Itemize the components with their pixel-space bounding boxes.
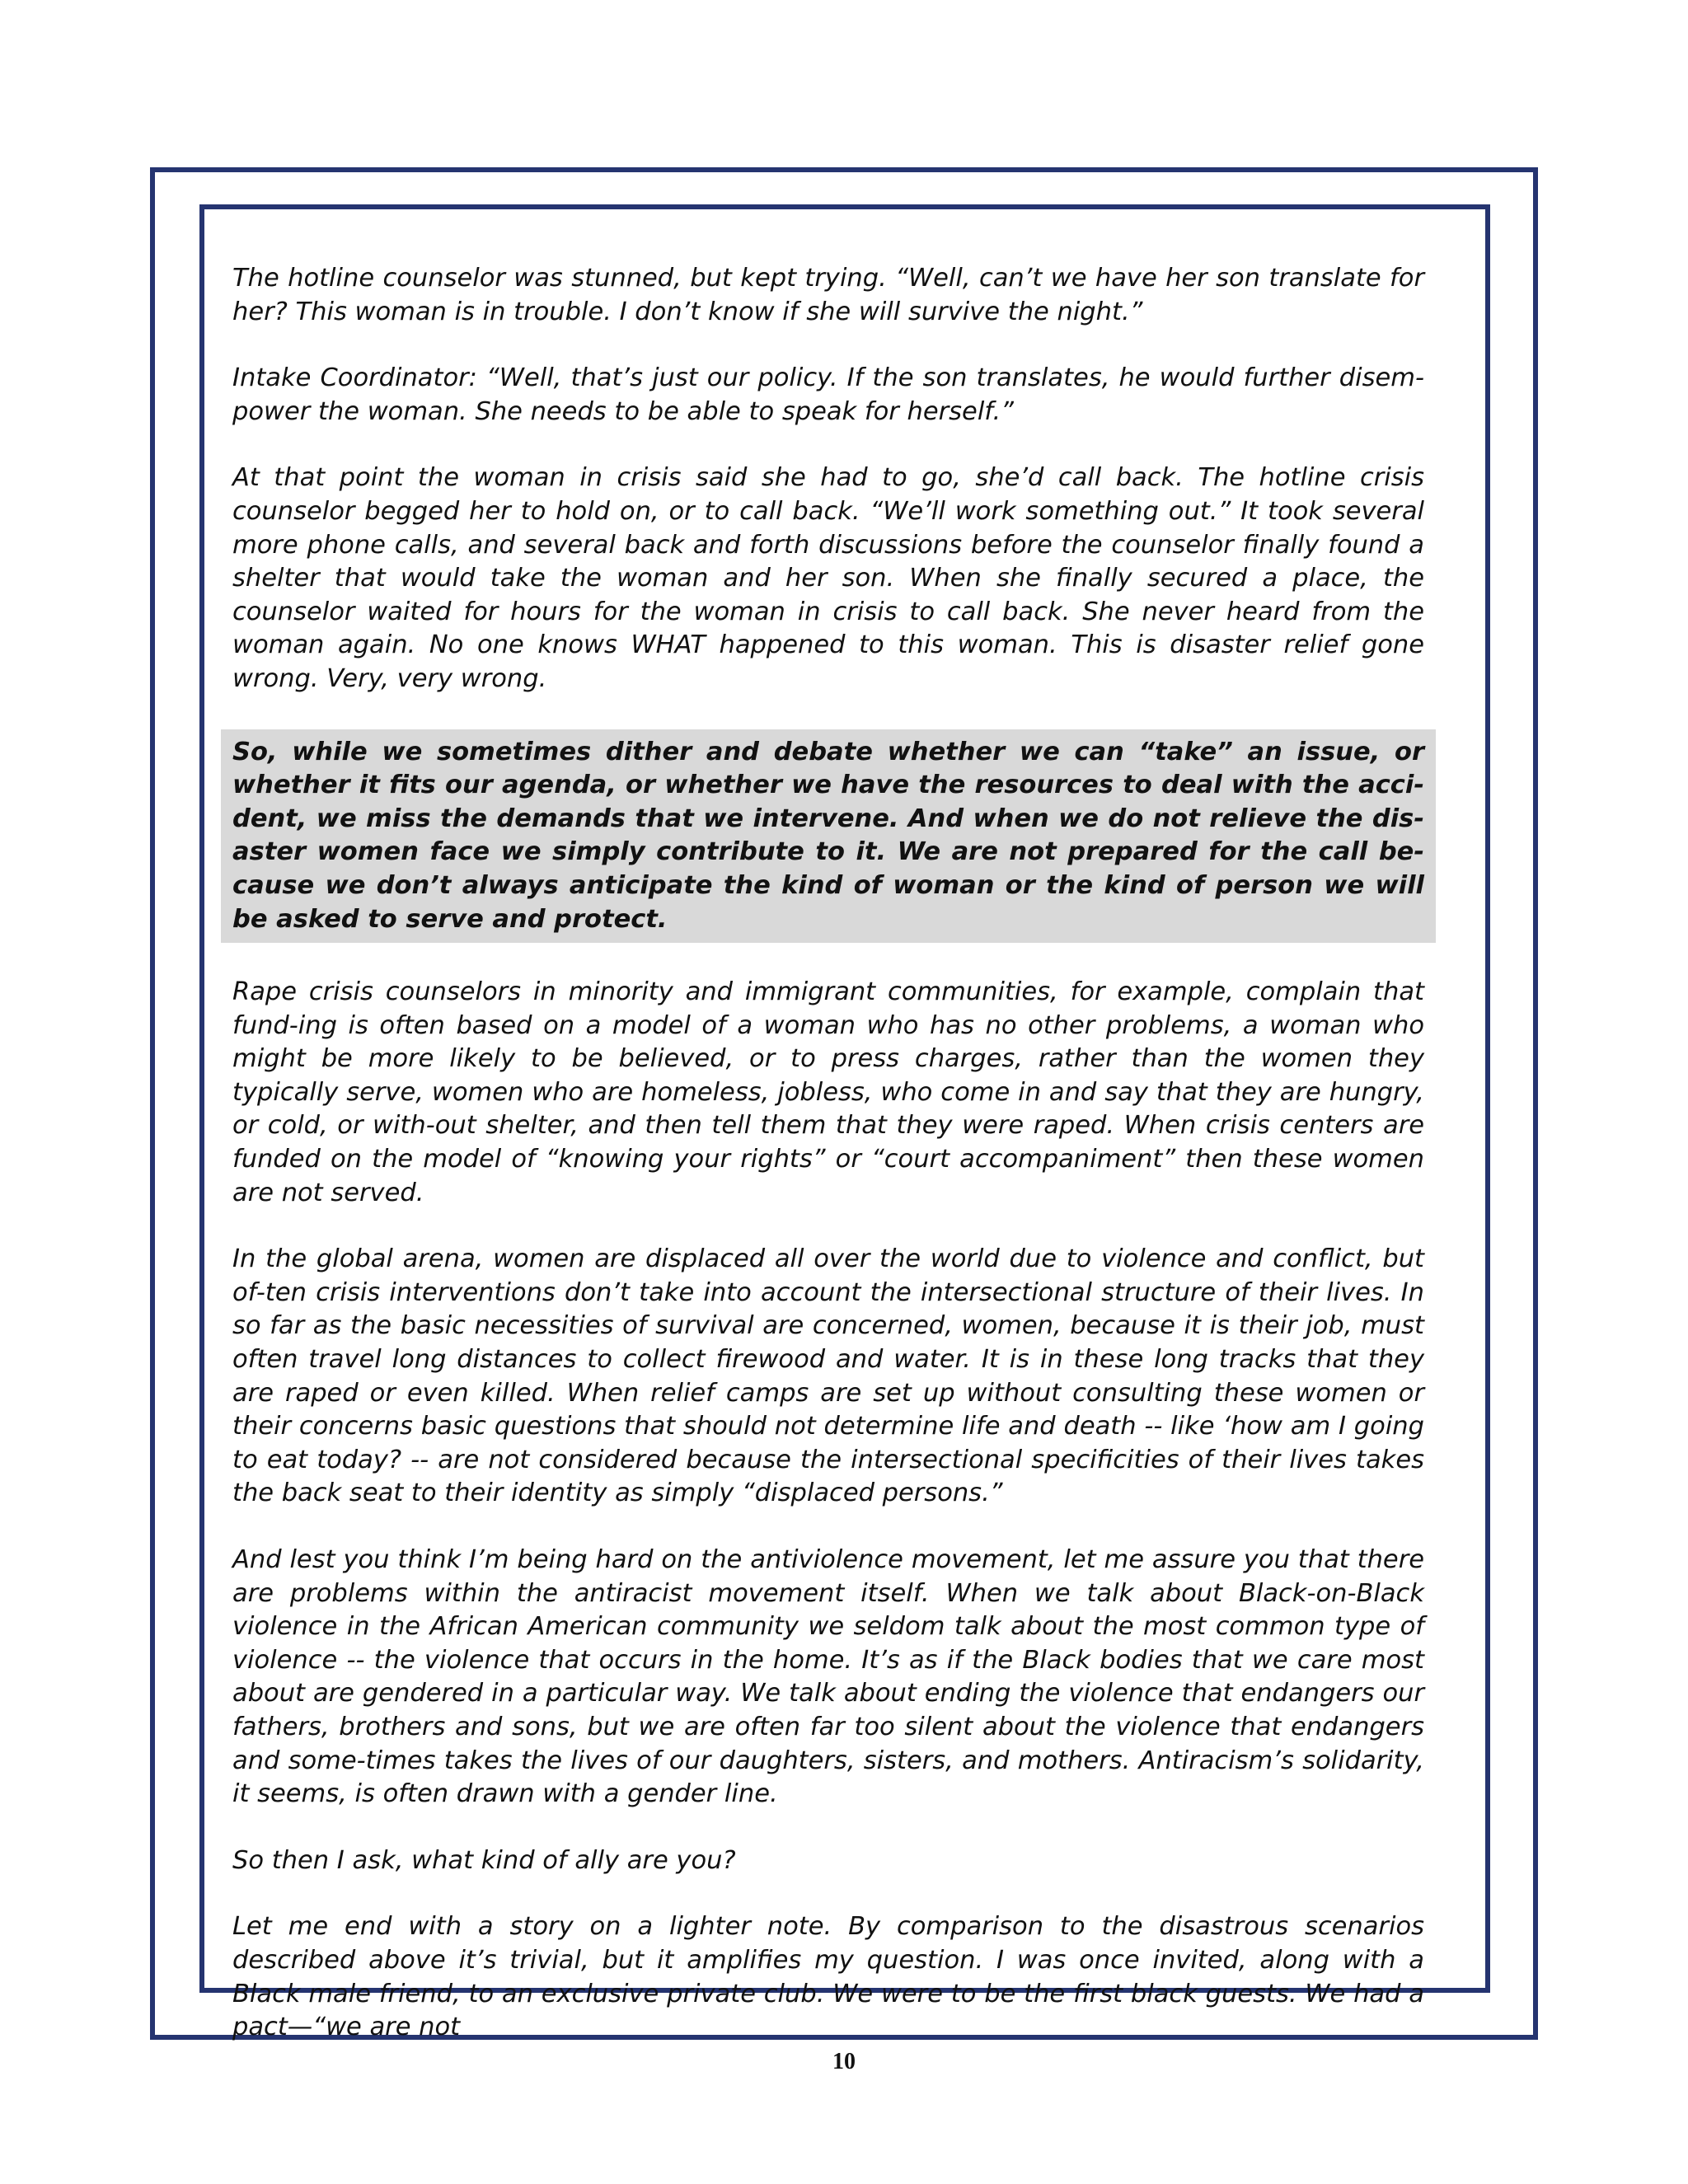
paragraph-counselor-stunned: The hotline counselor was stunned, but kept trying. “Well, can’t we have her son translate for her? This woman is in trouble. I don’t know if she will survive the night.” bbox=[232, 264, 1424, 326]
page-number: 10 bbox=[832, 2049, 856, 2074]
paragraph-rape-crisis-counselors: Rape crisis counselors in minority and immigrant communities, for example, complain that fund-ing is often based on a model of a woman who has no other problems, a woman who might be more likely to be believed, or to press charges, rather than the women they typically serve, women who are homeless, jobless, who come in and say that they are hungry, or cold, or with-out shelter, and then tell them that they were raped. When crisis centers are funded on the model of “knowing your rights” or “court accompaniment” then these women are not served. bbox=[232, 977, 1424, 1207]
paragraph-antiracist-movement: And lest you think I’m being hard on the antiviolence movement, let me assure you that there are problems within the antiracist movement itself. When we talk about Black-on-Black violence in the African American community we seldom talk about the most common type of violence -- the violence that occurs in the home. It’s as if the Black bodies that we care most about are gendered in a particular way. We talk about ending the violence that endangers our fathers, brothers and sons, but we are often far too silent about the violence that endangers and some-times takes the lives of our daughters, sisters, and mothers. Antiracism’s solidarity, it seems, is often drawn with a gender line. bbox=[232, 1545, 1424, 1809]
paragraph-intake-coordinator: Intake Coordinator: “Well, that’s just our policy. If the son translates, he would further disem-power the woman. She needs to be able to speak for herself.” bbox=[232, 363, 1424, 426]
paragraph-global-arena: In the global arena, women are displaced all over the world due to violence and conflict, but of-ten crisis interventions don’t take into account the intersectional structure of their lives. In so far as the basic necessities of survival are concerned, women, because it is their job, must often travel long distances to collect firewood and water. It is in these long tracks that they are raped or even killed. When relief camps are set up without consulting these women or their concerns basic questions that should not determine life and death -- like ‘how am I going to eat today? -- are not considered because the intersectional specificities of their lives takes the back seat to their identity as simply “displaced persons.” bbox=[232, 1244, 1424, 1508]
paragraph-lighter-note: Let me end with a story on a lighter note. By comparison to the disastrous scenarios described above it’s trivial, but it amplifies my question. I was once invited, along with a Black male friend, to an exclusive private club. We were to be the first black guests. We had a pact—“we are not bbox=[232, 1912, 1424, 2042]
highlighted-callout: So, while we sometimes dither and debate whether we can “take” an issue, or whether it fits our agenda, or whether we have the resources to deal with the acci-dent, we miss the demands that we intervene. And when we do not relieve the dis-aster women face we simply contribute to it. We are not prepared for the call be-cause we don’t always anticipate the kind of woman or the kind of person we will be asked to serve and protect. bbox=[221, 729, 1436, 944]
page-body bbox=[232, 262, 1424, 2078]
paragraph-woman-in-crisis: At that point the woman in crisis said she had to go, she’d call back. The hotline crisis counselor begged her to hold on, or to call back. “We’ll work something out.” It took several more phone calls, and several back and forth discussions before the counselor finally found a shelter that would take the woman and her son. When she finally secured a place, the counselor waited for hours for the woman in crisis to call back. She never heard from the woman again. No one knows WHAT happened to this woman. This is disaster relief gone wrong. Very, very wrong. bbox=[232, 463, 1424, 693]
paragraph-what-kind-of-ally: So then I ask, what kind of ally are you? bbox=[232, 1845, 736, 1875]
